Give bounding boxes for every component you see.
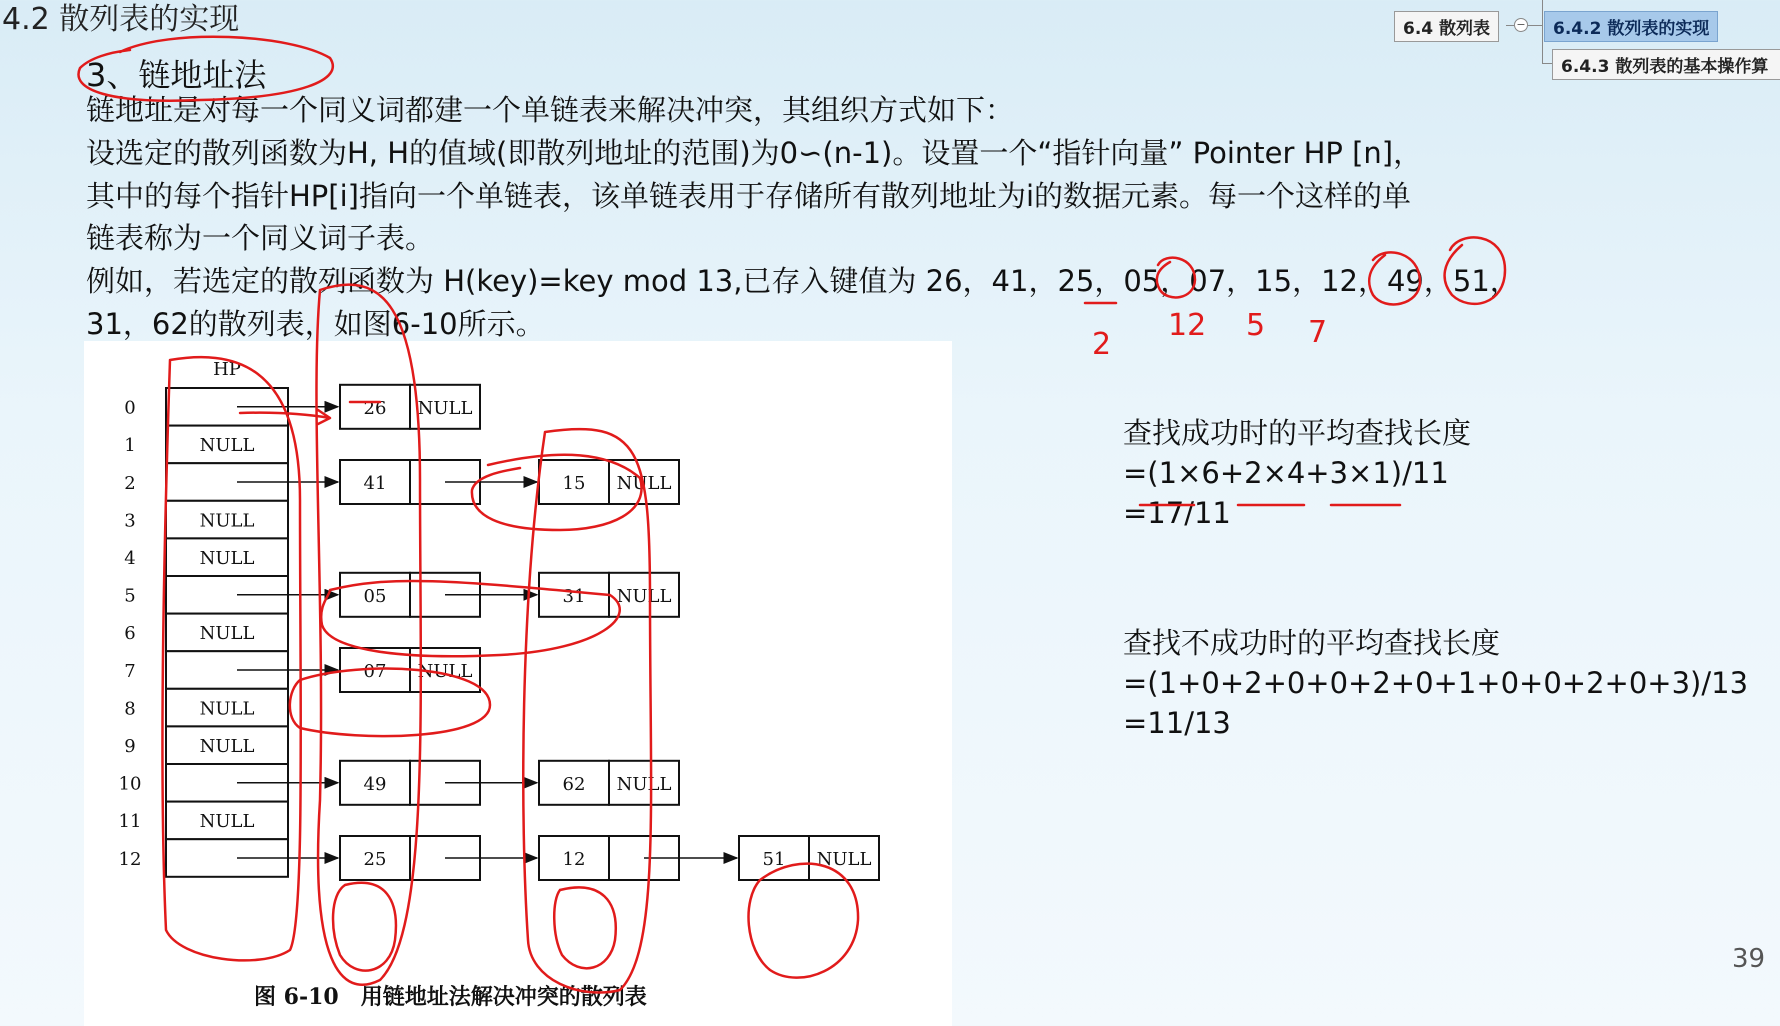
- node-key: 49: [363, 773, 387, 795]
- row-index: 6: [124, 623, 136, 645]
- hp-null-label: NULL: [199, 435, 255, 457]
- success-title: 查找成功时的平均查找长度: [1123, 416, 1472, 450]
- row-index: 5: [124, 585, 136, 607]
- node-key: 25: [363, 849, 387, 870]
- node-null: NULL: [816, 849, 872, 870]
- failure-calculation: [1123, 623, 1748, 743]
- row-index: 0: [124, 397, 136, 419]
- failure-title: 查找不成功时的平均查找长度: [1123, 626, 1501, 660]
- node-key: 41: [363, 473, 387, 494]
- nav-current-node[interactable]: 6.4.2 散列表的实现: [1544, 11, 1718, 42]
- hp-null-label: NULL: [199, 698, 255, 720]
- failure-formula: =(1+0+2+0+0+2+0+1+0+0+2+0+3)/13: [1123, 666, 1749, 700]
- annotation-hash-05: 5: [1246, 308, 1266, 343]
- nav-connector: [1542, 63, 1552, 64]
- node-key: 26: [363, 397, 387, 419]
- hp-header: HP: [213, 359, 241, 380]
- annotation-hash-25: 12: [1168, 308, 1207, 343]
- row-index: 7: [124, 660, 136, 682]
- node-key: 31: [562, 585, 586, 607]
- node-null: NULL: [616, 585, 672, 607]
- nav-connector: [1542, 0, 1543, 64]
- hp-null-label: NULL: [199, 547, 255, 569]
- row-index: 8: [124, 698, 136, 720]
- node-key: 07: [363, 661, 387, 682]
- hp-null-label: NULL: [199, 811, 255, 833]
- node-null: NULL: [417, 397, 473, 419]
- row-index: 1: [124, 435, 136, 457]
- node-null: NULL: [616, 473, 672, 494]
- paragraph-line-6: 31，62的散列表，如图6-10所示。: [86, 307, 545, 341]
- annotation-hash-07: 7: [1308, 315, 1328, 350]
- node-null: NULL: [616, 773, 672, 795]
- failure-result: =11/13: [1123, 706, 1231, 740]
- paragraph-line-3: 其中的每个指针HP[i]指向一个单链表，该单链表用于存储所有散列地址为i的数据元素。每一个这样的单: [86, 179, 1412, 213]
- hp-null-label: NULL: [199, 623, 255, 645]
- hash-table-diagram: [84, 341, 952, 1026]
- nav-collapse-icon[interactable]: −: [1514, 18, 1528, 32]
- node-key: 62: [562, 773, 586, 795]
- annotation-hash-41: 2: [1092, 327, 1112, 362]
- section-title: 4.2 散列表的实现: [2, 2, 240, 37]
- node-key: 12: [562, 849, 586, 870]
- success-formula: =(1×6+2×4+3×1)/11: [1123, 456, 1449, 490]
- nav-connector: [1506, 25, 1514, 26]
- hp-null-label: NULL: [199, 510, 255, 532]
- node-key: 15: [562, 473, 586, 494]
- row-index: 9: [124, 735, 136, 757]
- paragraph-line-1: 链地址是对每一个同义词都建一个单链表来解决冲突，其组织方式如下：: [86, 93, 1015, 127]
- node-key: 51: [762, 849, 786, 870]
- row-index: 10: [118, 773, 142, 795]
- page-number: 39: [1732, 944, 1766, 974]
- node-null: NULL: [417, 661, 473, 682]
- row-index: 11: [118, 811, 142, 833]
- paragraph-line-4: 链表称为一个同义词子表。: [86, 221, 435, 255]
- success-calculation: [1123, 413, 1471, 533]
- row-index: 2: [124, 472, 136, 494]
- row-index: 12: [118, 848, 142, 870]
- hash-table-figure: [84, 341, 952, 1026]
- paragraph-line-2: 设选定的散列函数为H, H的值域(即散列地址的范围)为0∽(n-1)。设置一个“指针向量” Pointer HP [n]，: [86, 136, 1423, 170]
- figure-caption: 图 6-10 用链地址法解决冲突的散列表: [254, 984, 647, 1010]
- node-key: 05: [363, 585, 387, 607]
- hp-null-label: NULL: [199, 735, 255, 757]
- row-index: 3: [124, 510, 136, 532]
- nav-next-node[interactable]: 6.4.3 散列表的基本操作算: [1552, 49, 1780, 80]
- nav-connector: [1528, 25, 1542, 26]
- subsection-title: 3、链地址法: [86, 56, 267, 94]
- paragraph-line-5: 例如，若选定的散列函数为 H(key)=key mod 13,已存入键值为 26，41，25，05，07，15，12，49，51，: [86, 264, 1519, 298]
- success-result: =17/11: [1123, 496, 1231, 530]
- row-index: 4: [124, 547, 136, 569]
- nav-parent-node[interactable]: 6.4 散列表: [1394, 11, 1499, 42]
